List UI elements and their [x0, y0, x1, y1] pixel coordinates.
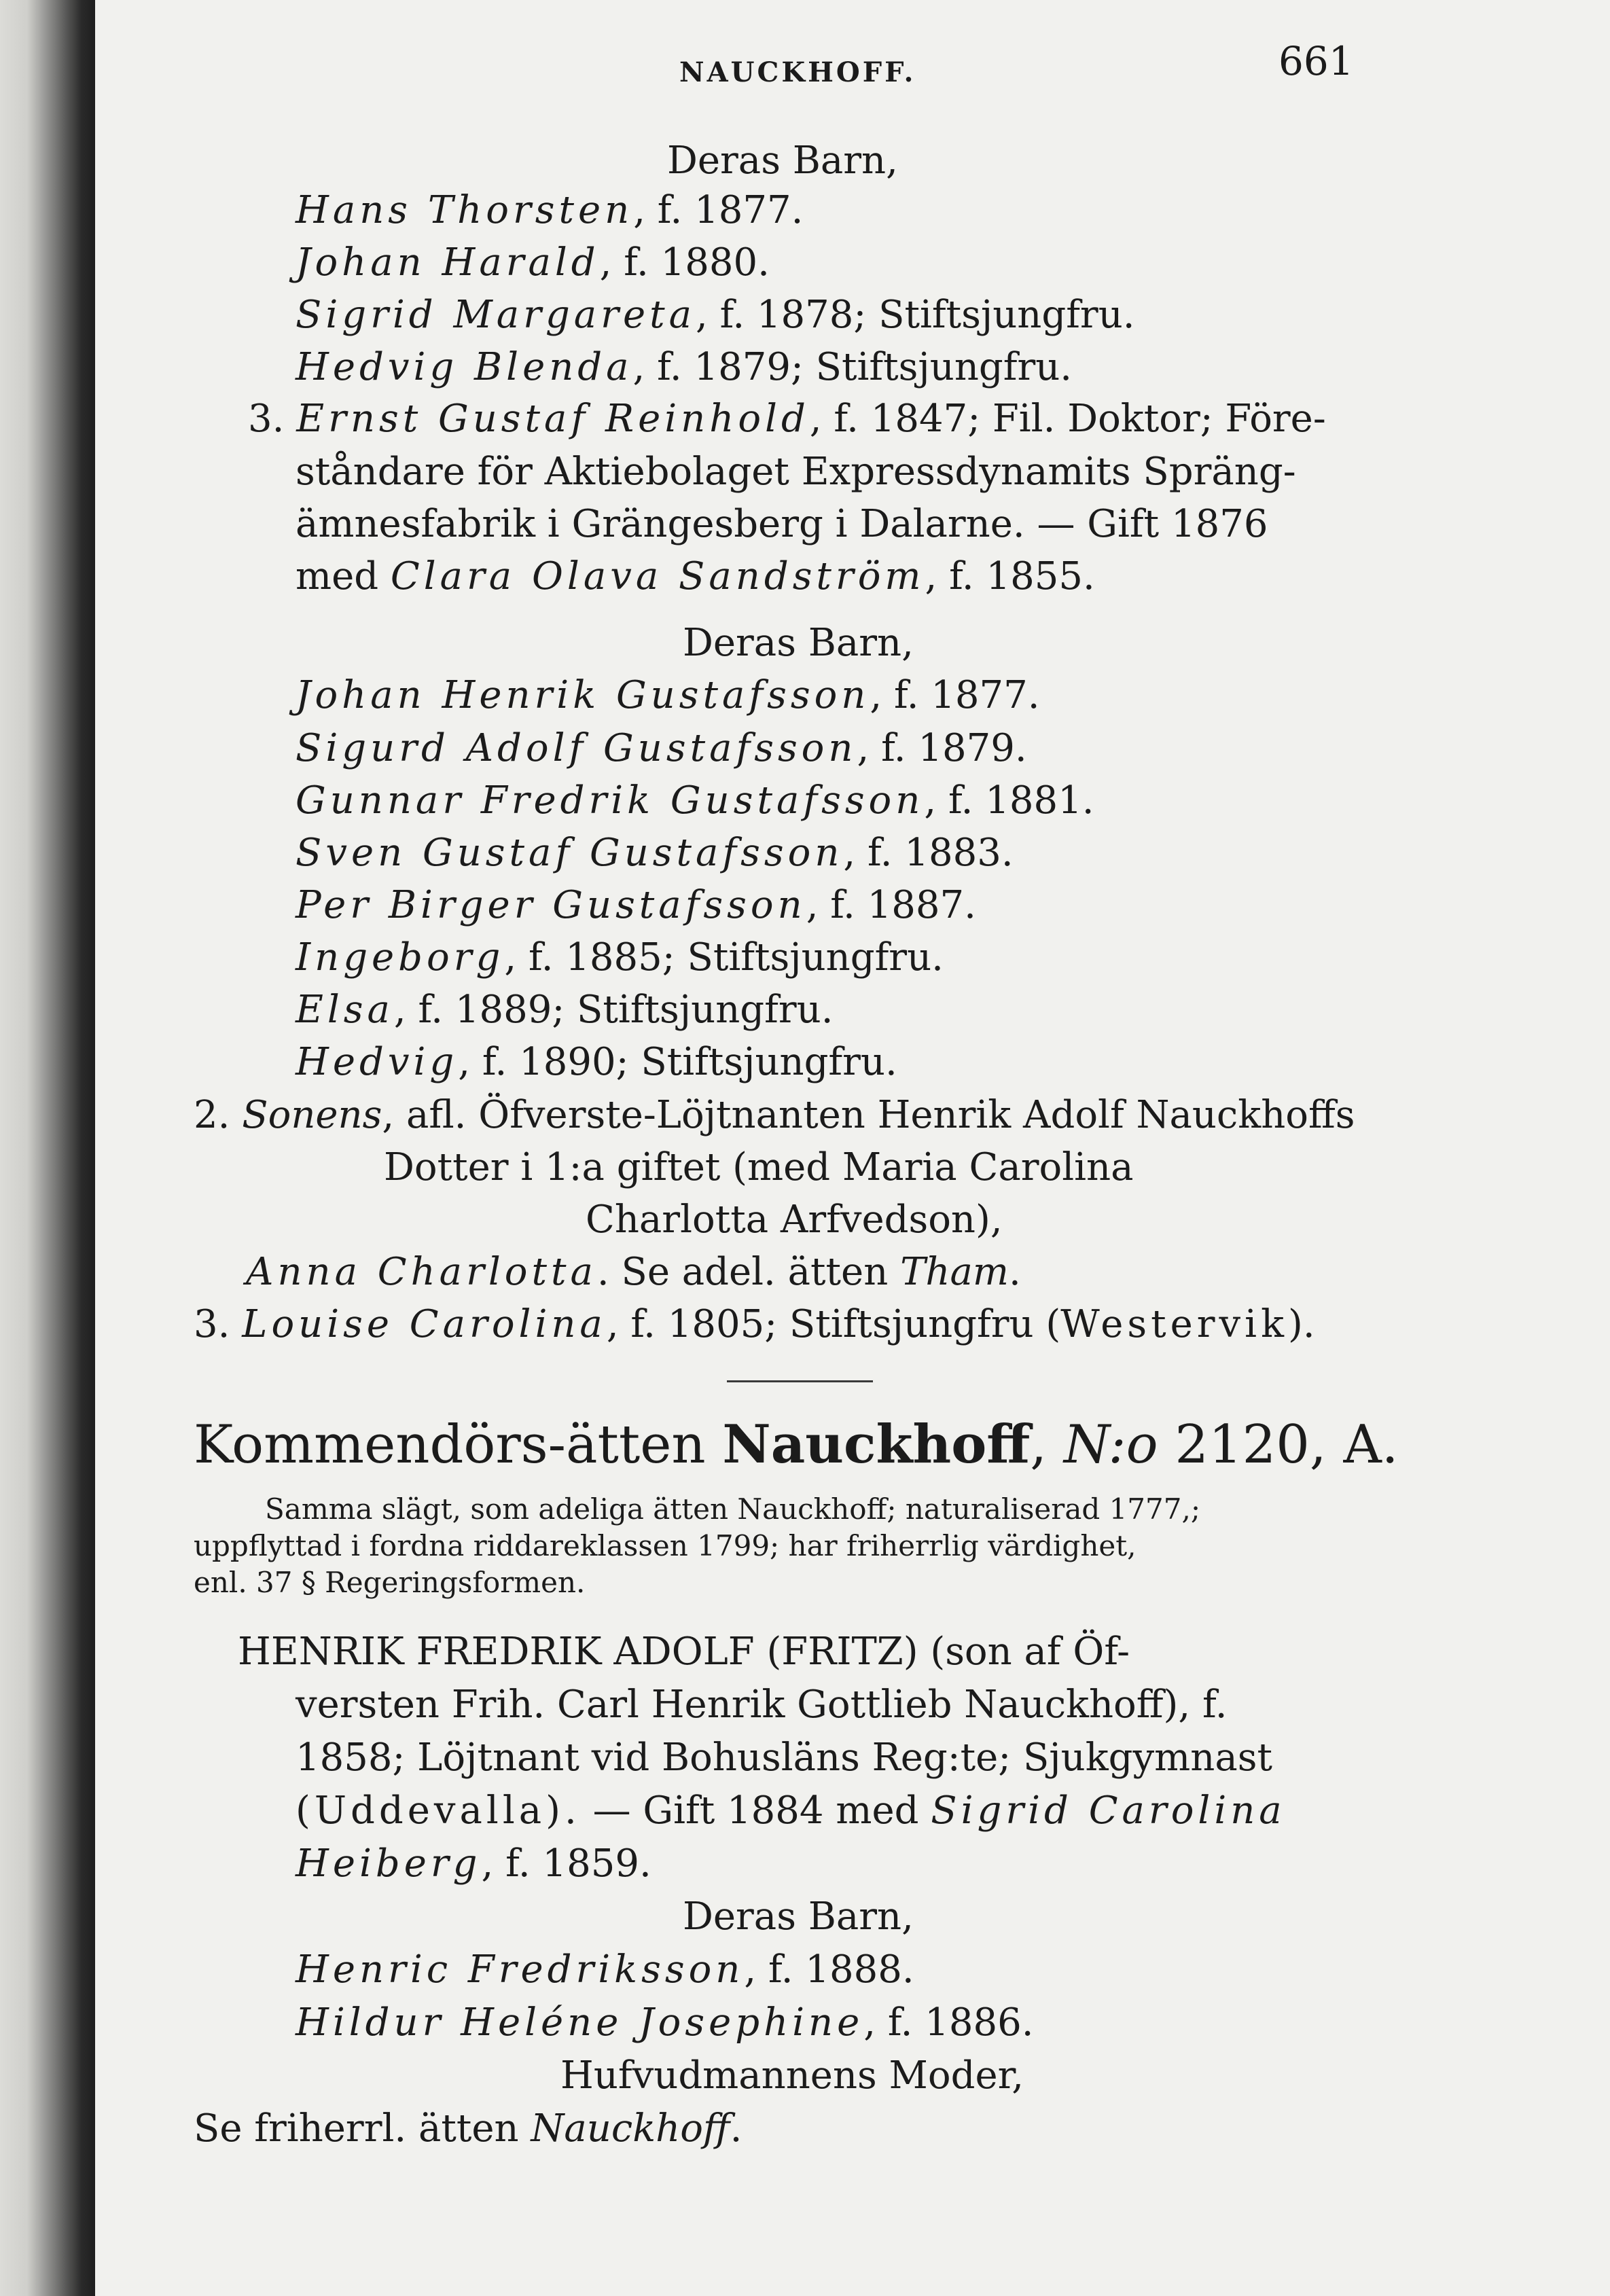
main-entry-line-5: Heiberg, f. 1859.	[296, 1842, 651, 1886]
child-entry: Sigurd Adolf Gustafsson, f. 1879.	[296, 726, 1027, 770]
entry-3-line-4: med Clara Olava Sandström, f. 1855.	[296, 554, 1095, 598]
deras-barn-heading-3: Deras Barn,	[683, 1895, 914, 1939]
entry-3-line-3: ämnesfabrik i Grängesberg i Dalarne. — Gift 1876	[296, 502, 1268, 546]
child-entry: Hans Thorsten, f. 1877.	[296, 188, 804, 232]
main-entry-line-2: versten Frih. Carl Henrik Gottlieb Nauckhoff), f.	[296, 1683, 1228, 1727]
child-entry: Sven Gustaf Gustafsson, f. 1883.	[296, 831, 1014, 875]
child-entry: Per Birger Gustafsson, f. 1887.	[296, 883, 976, 927]
main-entry-line-1: HENRIK FREDRIK ADOLF (FRITZ) (son af Öf-	[238, 1630, 1130, 1674]
child-entry: Henric Fredriksson, f. 1888.	[296, 1948, 914, 1992]
moder-heading: Hufvudmannens Moder,	[560, 2053, 1024, 2098]
deras-barn-heading-2: Deras Barn,	[683, 621, 914, 665]
section-heading: Kommendörs-ätten Nauckhoff, N:o 2120, A.	[194, 1414, 1399, 1475]
child-entry: Johan Harald, f. 1880.	[296, 240, 770, 285]
child-entry: Sigrid Margareta, f. 1878; Stiftsjungfru.	[296, 293, 1135, 337]
intro-line-3: enl. 37 § Regeringsformen.	[194, 1566, 586, 1599]
entry-2-line-1: 2. Sonens, afl. Öfverste-Löjtnanten Henrik Adolf Nauckhoffs	[194, 1093, 1355, 1137]
section-divider	[727, 1380, 873, 1382]
child-entry: Hedvig Blenda, f. 1879; Stiftsjungfru.	[296, 345, 1073, 389]
running-header-title: NAUCKHOFF.	[679, 56, 916, 88]
page-number: 661	[1278, 38, 1354, 84]
final-reference: Se friherrl. ätten Nauckhoff.	[194, 2106, 743, 2151]
child-entry: Gunnar Fredrik Gustafsson, f. 1881.	[296, 778, 1094, 823]
child-entry: Hedvig, f. 1890; Stiftsjungfru.	[296, 1040, 897, 1084]
entry-2-line-2: Dotter i 1:a giftet (med Maria Carolina	[384, 1145, 1134, 1189]
main-entry-line-3: 1858; Löjtnant vid Bohusläns Reg:te; Sjukgymnast	[296, 1736, 1272, 1780]
entry-2-line-3: Charlotta Arfvedson),	[586, 1198, 1003, 1242]
entry-3b: 3. Louise Carolina, f. 1805; Stiftsjungfru (Westervik).	[194, 1302, 1315, 1346]
child-entry: Johan Henrik Gustafsson, f. 1877.	[296, 673, 1040, 717]
intro-line-2: uppflyttad i fordna riddareklassen 1799; har friherrlig värdighet,	[194, 1529, 1137, 1562]
main-entry-line-4: (Uddevalla). — Gift 1884 med Sigrid Carolina	[296, 1789, 1286, 1833]
intro-line-1: Samma slägt, som adeliga ätten Nauckhoff; naturaliserad 1777,;	[265, 1492, 1200, 1526]
child-entry: Ingeborg, f. 1885; Stiftsjungfru.	[296, 935, 944, 980]
entry-3-line-1: 3. Ernst Gustaf Reinhold, f. 1847; Fil. Doktor; Före-	[248, 397, 1326, 441]
deras-barn-heading-1: Deras Barn,	[667, 139, 898, 183]
entry-2-line-4: Anna Charlotta. Se adel. ätten Tham.	[246, 1250, 1021, 1294]
child-entry: Elsa, f. 1889; Stiftsjungfru.	[296, 988, 834, 1032]
child-entry: Hildur Heléne Josephine, f. 1886.	[296, 2001, 1034, 2045]
entry-3-line-2: ståndare för Aktiebolaget Expressdynamits Spräng-	[296, 450, 1296, 494]
